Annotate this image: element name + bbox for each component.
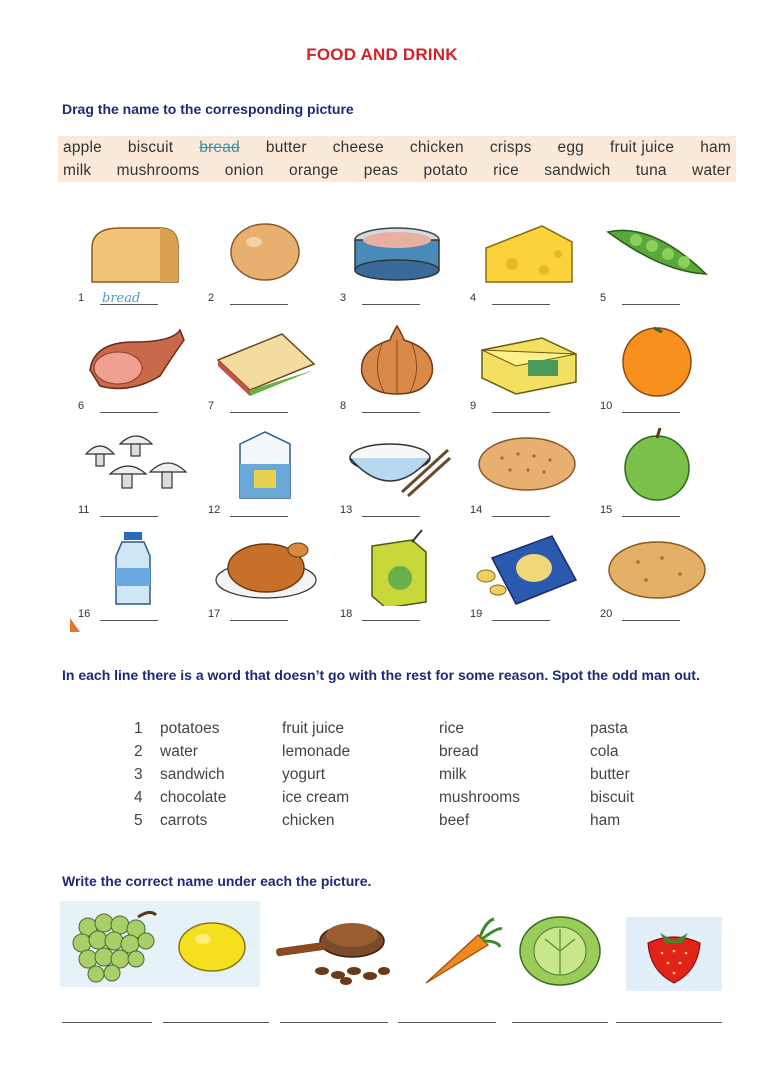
- milk-carton-icon: [210, 424, 320, 502]
- answer-drop-line[interactable]: [492, 516, 550, 517]
- picture-number: 8: [340, 400, 347, 412]
- picture-number: 9: [470, 400, 477, 412]
- ham-icon: [80, 320, 190, 398]
- word-bank-word[interactable]: bread: [199, 139, 240, 156]
- page-title: FOOD AND DRINK: [306, 45, 458, 64]
- odd-word[interactable]: potatoes: [160, 720, 220, 737]
- odd-word[interactable]: mushrooms: [439, 789, 520, 806]
- answer-line-5[interactable]: [512, 1022, 608, 1023]
- picture-cell: [70, 320, 200, 425]
- answer-drop-line[interactable]: [362, 620, 420, 621]
- answer-drop-line[interactable]: [100, 412, 158, 413]
- picture-number: 14: [470, 504, 483, 516]
- picture-number: 2: [208, 292, 215, 304]
- instruction-odd: In each line there is a word that doesn’t go with the rest for some reason. Spot the odd man out.: [62, 667, 700, 683]
- answer-drop-line[interactable]: [492, 412, 550, 413]
- row-number: 3: [134, 766, 143, 783]
- answer-line-6[interactable]: [616, 1022, 722, 1023]
- odd-one-out-table: [134, 720, 654, 835]
- picture-number: 11: [78, 504, 90, 516]
- picture-number: 17: [208, 608, 221, 620]
- picture-cell: [332, 424, 462, 529]
- word-bank-word[interactable]: orange: [289, 162, 339, 179]
- answer-drop-line[interactable]: [622, 304, 680, 305]
- answer-text: bread: [102, 291, 141, 306]
- odd-row: [134, 812, 654, 835]
- row-number: 5: [134, 812, 143, 829]
- odd-word[interactable]: ham: [590, 812, 621, 829]
- peas-icon: [602, 212, 712, 290]
- picture-number: 15: [600, 504, 613, 516]
- word-bank: [58, 136, 736, 182]
- picture-cell: [462, 320, 592, 425]
- picture-cell: [592, 320, 722, 425]
- answer-drop-line[interactable]: [492, 620, 550, 621]
- word-bank-word[interactable]: onion: [224, 162, 264, 179]
- word-bank-word[interactable]: tuna: [635, 162, 667, 179]
- roast-chicken-icon: [210, 528, 320, 606]
- odd-word[interactable]: ice cream: [282, 789, 350, 806]
- word-bank-word[interactable]: chicken: [409, 139, 464, 156]
- mushrooms-icon: [80, 424, 190, 502]
- picture-number: 1: [78, 292, 85, 304]
- picture-cell: [462, 528, 592, 633]
- odd-word[interactable]: lemonade: [282, 743, 351, 760]
- row-number: 4: [134, 789, 143, 806]
- row-number: 2: [134, 743, 143, 760]
- odd-word[interactable]: butter: [590, 766, 630, 783]
- picture-grid: [70, 212, 740, 632]
- picture-cell: [70, 528, 200, 633]
- word-bank-word[interactable]: milk: [63, 162, 92, 179]
- bread-icon: [80, 212, 190, 290]
- picture-number: 16: [78, 608, 91, 620]
- picture-number: 18: [340, 608, 353, 620]
- answer-drop-line[interactable]: [362, 304, 420, 305]
- answer-drop-line[interactable]: [622, 620, 680, 621]
- cocoa-coffee-icon: [272, 913, 397, 988]
- strawberry-icon: [638, 921, 710, 987]
- sandwich-icon: [210, 320, 320, 398]
- orange-icon: [602, 320, 712, 398]
- corner-mark-icon: [70, 616, 84, 632]
- juice-box-icon: [342, 528, 452, 606]
- odd-row: [134, 743, 654, 766]
- odd-word[interactable]: fruit juice: [282, 720, 345, 737]
- picture-cell: [462, 424, 592, 529]
- picture-cell: [592, 212, 722, 317]
- odd-row: [134, 720, 654, 743]
- odd-word[interactable]: cola: [590, 743, 619, 760]
- lettuce-icon: [515, 909, 605, 991]
- odd-word[interactable]: water: [160, 743, 198, 760]
- odd-word[interactable]: biscuit: [590, 789, 634, 806]
- word-bank-word[interactable]: butter: [265, 139, 307, 156]
- word-bank-word[interactable]: fruit juice: [609, 139, 675, 156]
- odd-word[interactable]: chocolate: [160, 789, 227, 806]
- odd-row: [134, 789, 654, 812]
- word-bank-word[interactable]: egg: [557, 139, 584, 156]
- picture-number: 5: [600, 292, 607, 304]
- picture-cell: [592, 424, 722, 529]
- water-bottle-icon: [80, 528, 190, 606]
- picture-cell: [332, 212, 462, 317]
- lemon-icon: [175, 917, 250, 977]
- rice-bowl-icon: [342, 424, 452, 502]
- picture-cell: [332, 320, 462, 425]
- word-bank-word[interactable]: biscuit: [127, 139, 174, 156]
- answer-drop-line[interactable]: [230, 516, 288, 517]
- egg-icon: [210, 212, 320, 290]
- word-bank-word[interactable]: peas: [363, 162, 399, 179]
- answer-drop-line[interactable]: [492, 304, 550, 305]
- odd-word[interactable]: sandwich: [160, 766, 225, 783]
- carrot-icon: [420, 917, 505, 992]
- picture-cell: [70, 424, 200, 529]
- odd-word[interactable]: yogurt: [282, 766, 326, 783]
- odd-row: [134, 766, 654, 789]
- picture-number: 13: [340, 504, 353, 516]
- picture-number: 12: [208, 504, 221, 516]
- word-bank-word[interactable]: rice: [493, 162, 519, 179]
- picture-number: 7: [208, 400, 215, 412]
- answer-drop-line[interactable]: [622, 412, 680, 413]
- answer-drop-line[interactable]: [362, 516, 420, 517]
- bottom-pictures: [60, 895, 730, 1005]
- odd-word[interactable]: bread: [439, 743, 479, 760]
- tuna-can-icon: [342, 212, 452, 290]
- odd-word[interactable]: milk: [439, 766, 467, 783]
- answer-drop-line[interactable]: [100, 516, 158, 517]
- picture-number: 19: [470, 608, 483, 620]
- odd-word[interactable]: chicken: [282, 812, 335, 829]
- picture-number: 3: [340, 292, 347, 304]
- cheese-icon: [472, 212, 582, 290]
- picture-cell: [200, 320, 330, 425]
- word-bank-word[interactable]: potato: [423, 162, 468, 179]
- odd-word[interactable]: carrots: [160, 812, 208, 829]
- word-bank-word[interactable]: apple: [63, 139, 102, 156]
- instruction-drag: Drag the name to the corresponding picture: [62, 101, 354, 117]
- answer-line-3[interactable]: [280, 1022, 388, 1023]
- word-bank-word[interactable]: ham: [700, 139, 731, 156]
- row-number: 1: [134, 720, 143, 737]
- apple-icon: [602, 424, 712, 502]
- answer-drop-line[interactable]: [230, 412, 288, 413]
- word-bank-row-1: [63, 139, 731, 157]
- potato-icon: [602, 528, 712, 606]
- answer-drop-line[interactable]: [622, 516, 680, 517]
- word-bank-word[interactable]: cheese: [332, 139, 384, 156]
- grapes-icon: [68, 907, 163, 987]
- answer-drop-line[interactable]: [230, 620, 288, 621]
- onion-icon: [342, 320, 452, 398]
- picture-cell: [592, 528, 722, 633]
- instruction-write: Write the correct name under each the picture.: [62, 873, 372, 889]
- word-bank-word[interactable]: crisps: [489, 139, 532, 156]
- picture-number: 4: [470, 292, 477, 304]
- crisps-bag-icon: [472, 528, 582, 606]
- picture-cell: [462, 212, 592, 317]
- odd-word[interactable]: pasta: [590, 720, 628, 737]
- picture-number: 6: [78, 400, 85, 412]
- answer-drop-line[interactable]: [100, 620, 158, 621]
- answer-line-4[interactable]: [398, 1022, 496, 1023]
- biscuit-icon: [472, 424, 582, 502]
- answer-drop-line[interactable]: [230, 304, 288, 305]
- word-bank-word[interactable]: water: [692, 162, 731, 179]
- answer-line-1[interactable]: [62, 1022, 152, 1023]
- word-bank-row-2: [63, 162, 731, 180]
- odd-word[interactable]: beef: [439, 812, 470, 829]
- butter-icon: [472, 320, 582, 398]
- word-bank-word[interactable]: sandwich: [544, 162, 611, 179]
- picture-cell: [70, 212, 200, 317]
- picture-cell: [200, 528, 330, 633]
- word-bank-word[interactable]: mushrooms: [116, 162, 200, 179]
- picture-cell: [200, 212, 330, 317]
- picture-cell: [332, 528, 462, 633]
- odd-word[interactable]: rice: [439, 720, 464, 737]
- answer-line-2[interactable]: [163, 1022, 269, 1023]
- answer-drop-line[interactable]: [362, 412, 420, 413]
- picture-cell: [200, 424, 330, 529]
- picture-number: 10: [600, 400, 613, 412]
- picture-number: 20: [600, 608, 613, 620]
